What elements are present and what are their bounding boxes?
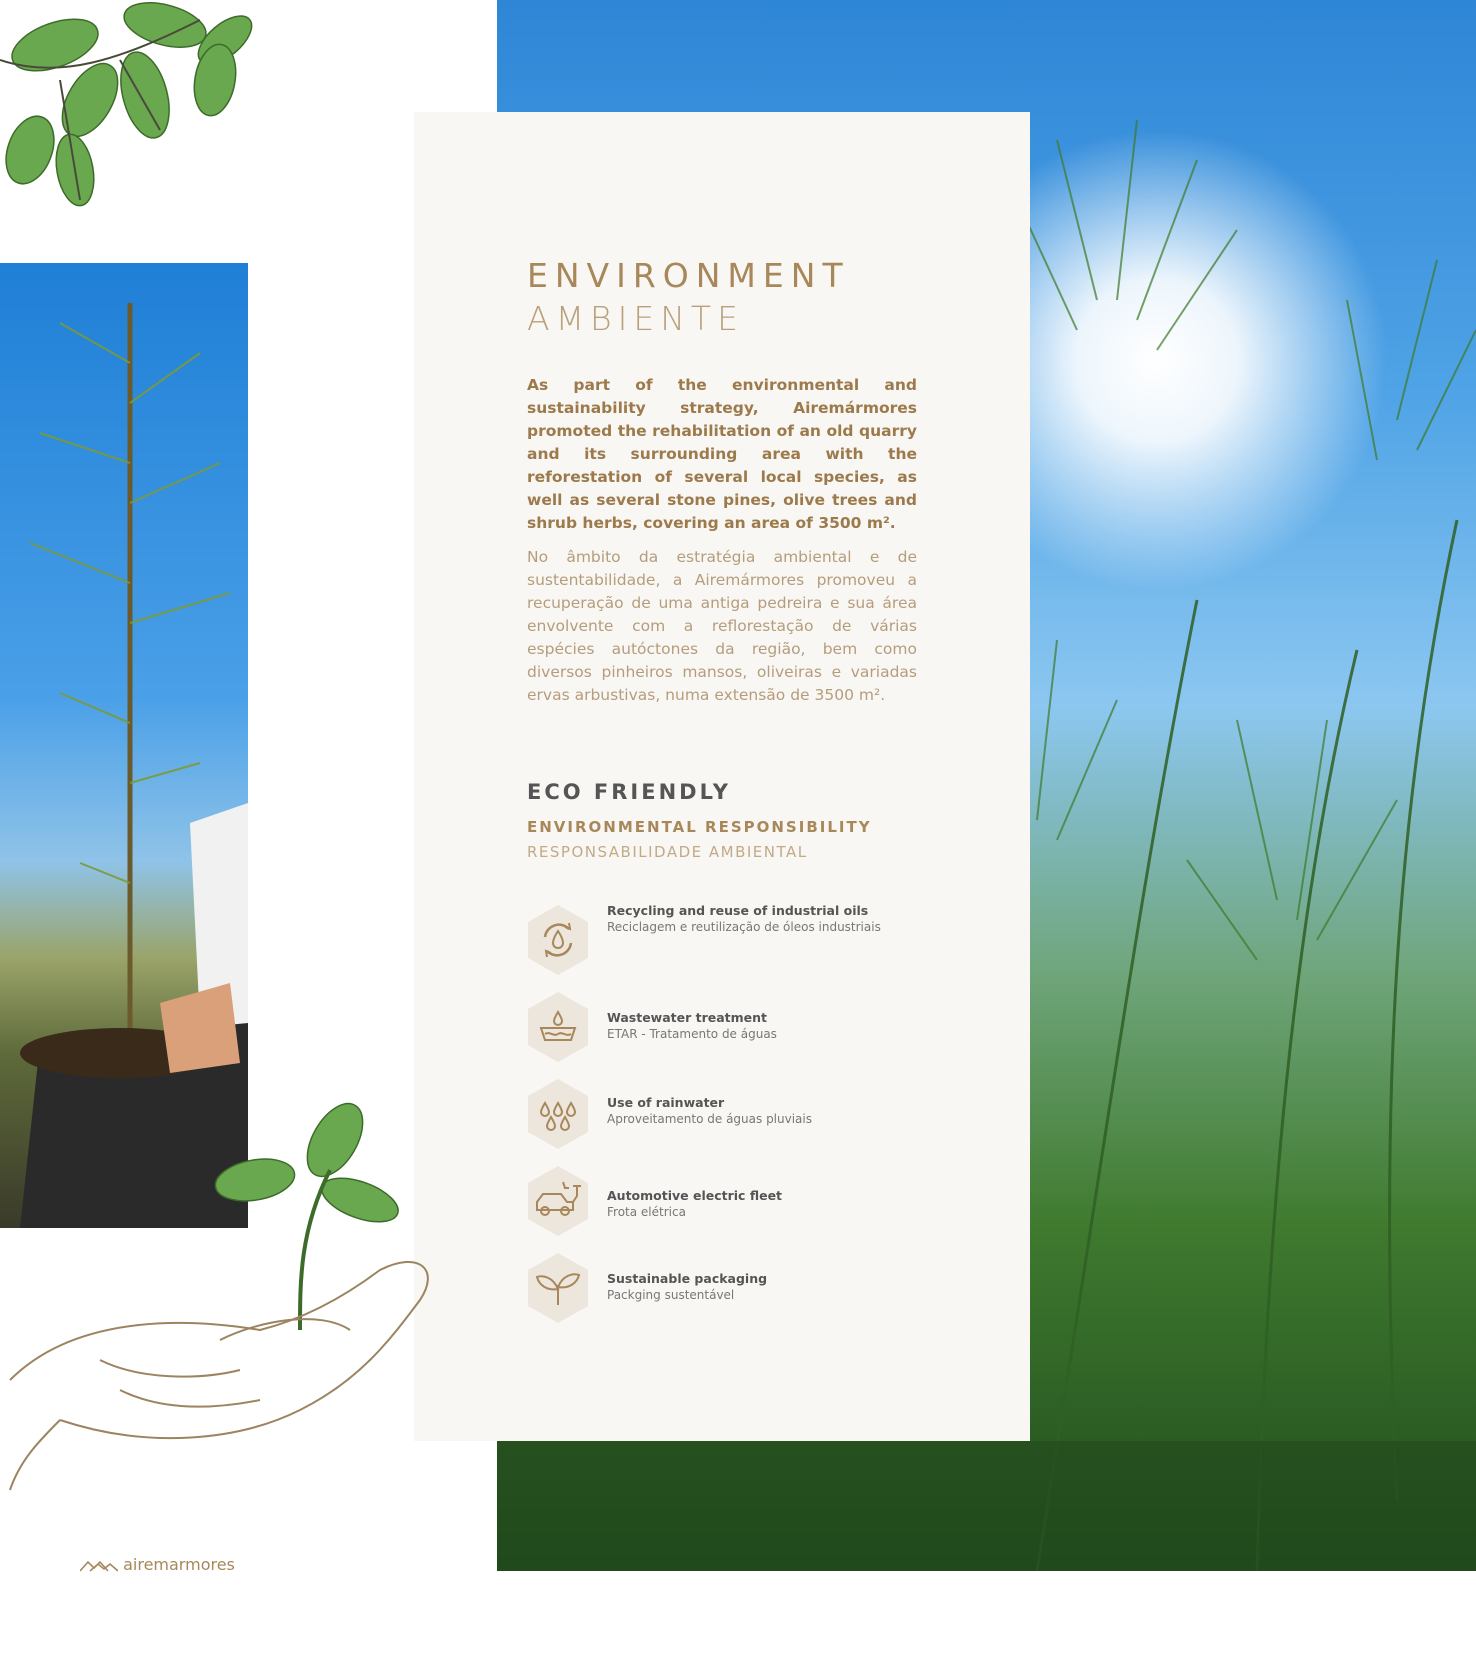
eco-item-label-pt: Packging sustentável [607, 1288, 735, 1302]
eco-subtitle-en: ENVIRONMENTAL RESPONSIBILITY [527, 818, 872, 836]
rain-drops-icon [525, 1077, 591, 1151]
eco-subtitle-pt: RESPONSABILIDADE AMBIENTAL [527, 843, 808, 861]
leaves-sketch-icon [0, 0, 280, 215]
eco-item-label-en: Use of rainwater [607, 1095, 725, 1110]
water-treatment-icon [525, 990, 591, 1064]
logo-mountain-icon [80, 1559, 118, 1573]
brand-logo-text: airemarmores [123, 1555, 235, 1574]
eco-item-label-pt: ETAR - Tratamento de águas [607, 1027, 777, 1041]
eco-item-label-en: Recycling and reuse of industrial oils [607, 903, 869, 918]
page-title: ENVIRONMENT [527, 256, 850, 295]
eco-item-wastewater [525, 990, 905, 1064]
intro-paragraph-pt: No âmbito da estratégia ambiental e de sustentabilidade, a Airemármores promoveu a recuperação de uma antiga pedreira e sua área envolvente com a reflorestação de várias espécies autóctones da região, bem como diversos pinheiros mansos, oliveiras e variadas ervas arbustivas, numa extensão de 3500 m². [527, 548, 917, 704]
eco-item-label-en: Automotive electric fleet [607, 1188, 783, 1203]
brand-watermark: airemarmores [1215, 1575, 1416, 1606]
brand-logo [80, 1555, 235, 1574]
eco-item-label-en: Sustainable packaging [607, 1271, 768, 1286]
eco-item-label-en: Wastewater treatment [607, 1010, 768, 1025]
page-title-pt: AMBIENTE [527, 299, 744, 338]
sprout-icon [525, 1251, 591, 1325]
recycle-oil-icon [525, 903, 591, 977]
eco-item-recycling [525, 903, 905, 977]
eco-item-label-pt: Aproveitamento de águas pluviais [607, 1112, 812, 1126]
intro-paragraph-en: As part of the environmental and sustainability strategy, Airemármores promoted the rehabilitation of an old quarry and its surrounding area with the reforestation of several local species, as well as several stone pines, olive trees and shrub herbs, covering an area of 3500 m². [527, 376, 917, 532]
eco-item-packaging [525, 1251, 905, 1325]
eco-item-label-pt: Frota elétrica [607, 1205, 686, 1219]
eco-item-label-pt: Reciclagem e reutilização de óleos industriais [607, 920, 881, 934]
eco-item-rainwater [525, 1077, 905, 1151]
eco-item-electric-fleet [525, 1164, 905, 1238]
eco-friendly-heading: ECO FRIENDLY [527, 780, 731, 804]
electric-car-icon [525, 1164, 591, 1238]
hand-sprout-sketch-icon [0, 1080, 450, 1500]
